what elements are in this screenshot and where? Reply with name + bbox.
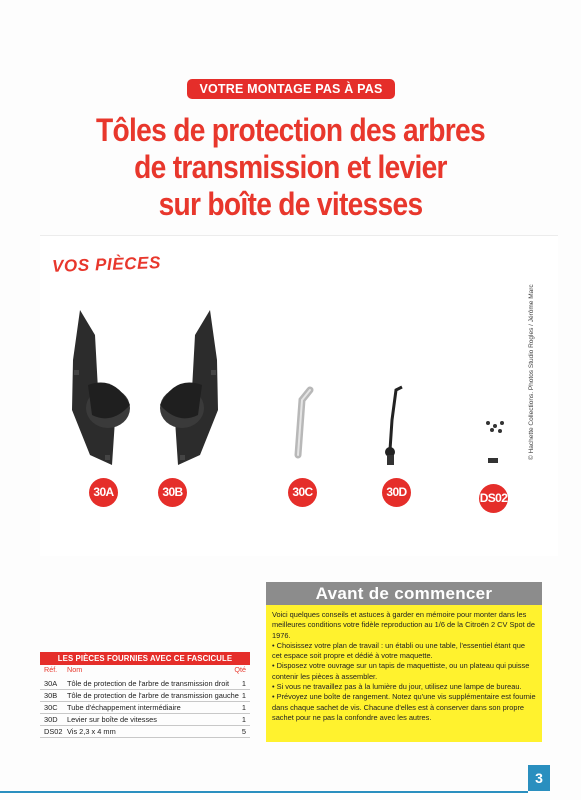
badge-30a: 30A [89, 478, 118, 507]
avant-tip-3: • Si vous ne travaillez pas à la lumière du jour, utilisez une lampe de bureau. [272, 682, 522, 692]
row-ref: 30D [44, 715, 58, 724]
badge-30d: 30D [382, 478, 411, 507]
page-number: 3 [528, 765, 550, 791]
avant-tip-4: • Prévoyez une boîte de rangement. Notez qu'une vis supplémentaire est fournie dans chaque sachet de vis. Chacune d'elles est à conserver dans son propre sachet pour ne pas la confondre avec les autres. [272, 692, 536, 722]
title-line-2: de transmission et levier [134, 149, 447, 185]
avant-title: Avant de commencer [266, 582, 542, 605]
table-title: LES PIÈCES FOURNIES AVEC CE FASCICULE [40, 652, 250, 665]
row-nom: Tôle de protection de l'arbre de transmission droit [67, 679, 230, 688]
title-line-1: Tôles de protection des arbres [96, 112, 485, 148]
part-ds02-image [486, 421, 504, 463]
row-qte: 1 [241, 703, 246, 712]
row-ref: DS02 [44, 727, 63, 736]
row-nom: Tôle de protection de l'arbre de transmission gauche [67, 691, 239, 700]
part-30d-image [385, 387, 402, 465]
table-header [40, 665, 250, 676]
row-qte: 1 [241, 679, 246, 688]
table-row [40, 702, 250, 714]
col-qte: Qté [234, 665, 246, 674]
table-row [40, 690, 250, 702]
table-row [40, 714, 250, 726]
row-nom: Levier sur boîte de vitesses [67, 715, 157, 724]
row-nom: Vis 2,3 x 4 mm [67, 727, 116, 736]
badge-30c: 30C [288, 478, 317, 507]
section-banner: VOTRE MONTAGE PAS À PAS [187, 79, 395, 99]
col-ref: Réf. [44, 665, 58, 674]
row-ref: 30C [44, 703, 58, 712]
table-row [40, 726, 250, 738]
badge-ds02: DS02 [479, 484, 508, 513]
title-line-3: sur boîte de vitesses [158, 186, 423, 222]
row-qte: 5 [241, 727, 246, 736]
part-30a-image [72, 310, 130, 465]
page-title [61, 112, 519, 223]
part-30b-image [160, 310, 218, 465]
avant-intro: Voici quelques conseils et astuces à garder en mémoire pour monter dans les meilleures conditions votre fidèle reproduction au 1/6 de la Citroën 2 CV Spot de 1976. [272, 610, 535, 640]
footer-rule [0, 791, 528, 793]
row-qte: 1 [241, 715, 246, 724]
photo-credit: © Hachette Collections. Photos Studio Rogles / Jérôme Marc [528, 284, 535, 460]
avant-tip-2: • Disposez votre ouvrage sur un tapis de maquettiste, ou un plateau qui puisse contenir les pièces à assembler. [272, 661, 530, 681]
row-ref: 30B [44, 691, 58, 700]
row-nom: Tube d'échappement intermédiaire [67, 703, 181, 712]
avant-box [266, 605, 542, 742]
avant-tip-1: • Choisissez votre plan de travail : un établi ou une table, l'essentiel étant que cet espace soit propre et dédié à votre maquette. [272, 640, 525, 661]
part-30c-image [298, 390, 310, 455]
row-ref: 30A [44, 679, 58, 688]
badge-30b: 30B [158, 478, 187, 507]
col-nom: Nom [67, 665, 83, 674]
parts-illustration [40, 290, 540, 500]
pieces-label: VOS PIÈCES [51, 253, 162, 276]
row-qte: 1 [241, 691, 246, 700]
table-row [40, 678, 250, 690]
